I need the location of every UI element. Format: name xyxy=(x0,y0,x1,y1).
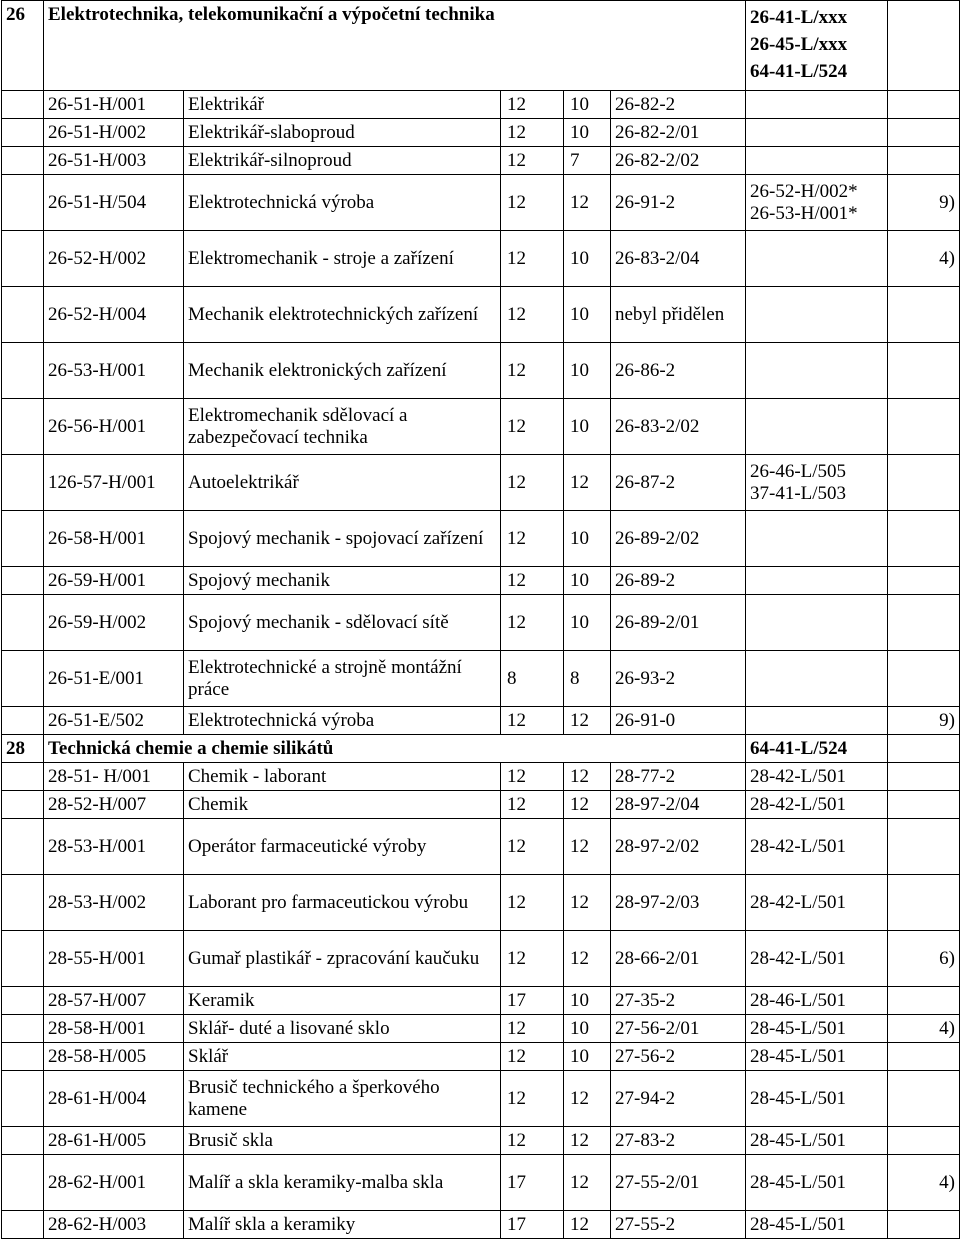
occupation-name: Malíř a skla keramiky-malba skla xyxy=(184,1155,501,1211)
related-codes xyxy=(746,1071,888,1127)
related-code: 28-42-L/501 xyxy=(750,765,847,787)
value-a: 12 xyxy=(501,175,564,231)
row-blank-cell xyxy=(2,931,44,987)
related-codes xyxy=(746,231,888,287)
old-code: 26-86-2 xyxy=(611,343,746,399)
table-row xyxy=(2,1071,960,1127)
table-row xyxy=(2,819,960,875)
related-codes xyxy=(746,1155,888,1211)
old-code: 28-97-2/04 xyxy=(611,791,746,819)
related-codes xyxy=(746,1127,888,1155)
value-a: 12 xyxy=(501,931,564,987)
occupation-code: 28-51- H/001 xyxy=(44,763,184,791)
related-codes xyxy=(746,763,888,791)
section-header-row xyxy=(2,735,960,763)
table-row xyxy=(2,455,960,511)
table-row xyxy=(2,1015,960,1043)
table-row xyxy=(2,231,960,287)
footnote-ref xyxy=(888,343,960,399)
old-code: 26-83-2/02 xyxy=(611,399,746,455)
occupation-code: 26-51-H/003 xyxy=(44,147,184,175)
row-blank-cell xyxy=(2,231,44,287)
related-codes xyxy=(746,707,888,735)
old-code: 26-89-2/01 xyxy=(611,595,746,651)
value-a: 17 xyxy=(501,987,564,1015)
footnote-ref xyxy=(888,987,960,1015)
related-codes xyxy=(746,819,888,875)
footnote-ref xyxy=(888,455,960,511)
footnote-ref xyxy=(888,399,960,455)
occupation-name: Mechanik elektrotechnických zařízení xyxy=(184,287,501,343)
related-code: 26-41-L/xxx xyxy=(750,7,848,28)
occupation-code: 26-52-H/002 xyxy=(44,231,184,287)
value-a: 17 xyxy=(501,1155,564,1211)
value-b: 10 xyxy=(564,91,611,119)
occupation-name: Gumař plastikář - zpracování kaučuku xyxy=(184,931,501,987)
occupation-name: Keramik xyxy=(184,987,501,1015)
related-codes xyxy=(746,399,888,455)
old-code: 28-97-2/03 xyxy=(611,875,746,931)
value-b: 12 xyxy=(564,175,611,231)
related-code: 26-46-L/505 xyxy=(750,460,847,482)
value-a: 12 xyxy=(501,1015,564,1043)
occupation-name: Elektrikář-slaboproud xyxy=(184,119,501,147)
occupation-code: 26-58-H/001 xyxy=(44,511,184,567)
value-b: 12 xyxy=(564,791,611,819)
value-a: 12 xyxy=(501,791,564,819)
occupation-name: Elektrikář xyxy=(184,91,501,119)
section-related-codes xyxy=(746,735,888,763)
occupation-code: 28-57-H/007 xyxy=(44,987,184,1015)
value-b: 12 xyxy=(564,455,611,511)
occupation-name: Spojový mechanik - spojovací zařízení xyxy=(184,511,501,567)
related-codes xyxy=(746,567,888,595)
occupation-code: 28-53-H/002 xyxy=(44,875,184,931)
occupation-name: Elektrotechnické a strojně montážní práce xyxy=(184,651,501,707)
related-code: 28-42-L/501 xyxy=(750,793,847,815)
section-number: 28 xyxy=(2,735,44,763)
related-codes xyxy=(746,91,888,119)
old-code: 27-56-2 xyxy=(611,1043,746,1071)
occupation-code: 26-53-H/001 xyxy=(44,343,184,399)
old-code: 26-91-2 xyxy=(611,175,746,231)
related-codes xyxy=(746,175,888,231)
occupation-name: Elektrotechnická výroba xyxy=(184,707,501,735)
occupation-name: Sklář- duté a lisované sklo xyxy=(184,1015,501,1043)
value-a: 12 xyxy=(501,1071,564,1127)
related-codes xyxy=(746,343,888,399)
occupation-name: Elektromechanik - stroje a zařízení xyxy=(184,231,501,287)
related-code: 37-41-L/503 xyxy=(750,482,847,504)
occupation-code: 28-55-H/001 xyxy=(44,931,184,987)
value-b: 12 xyxy=(564,1127,611,1155)
value-b: 10 xyxy=(564,119,611,147)
value-b: 10 xyxy=(564,595,611,651)
value-b: 10 xyxy=(564,287,611,343)
value-b: 12 xyxy=(564,1211,611,1239)
row-blank-cell xyxy=(2,91,44,119)
related-codes xyxy=(746,455,888,511)
table-row xyxy=(2,1043,960,1071)
footnote-ref: 9) xyxy=(888,175,960,231)
related-codes xyxy=(746,1015,888,1043)
related-code: 28-42-L/501 xyxy=(750,891,847,913)
related-codes xyxy=(746,1211,888,1239)
value-a: 12 xyxy=(501,343,564,399)
table-row xyxy=(2,707,960,735)
row-blank-cell xyxy=(2,119,44,147)
value-b: 12 xyxy=(564,819,611,875)
table-row xyxy=(2,763,960,791)
value-a: 12 xyxy=(501,287,564,343)
old-code: 27-55-2 xyxy=(611,1211,746,1239)
occupation-name: Elektromechanik sdělovací a zabezpečovací technika xyxy=(184,399,501,455)
footnote-ref xyxy=(888,511,960,567)
occupation-code: 28-53-H/001 xyxy=(44,819,184,875)
table-row xyxy=(2,287,960,343)
occupation-name: Laborant pro farmaceutickou výrobu xyxy=(184,875,501,931)
row-blank-cell xyxy=(2,763,44,791)
old-code: 27-55-2/01 xyxy=(611,1155,746,1211)
old-code: 28-97-2/02 xyxy=(611,819,746,875)
occupation-code: 28-58-H/001 xyxy=(44,1015,184,1043)
value-a: 12 xyxy=(501,455,564,511)
occupation-code: 26-51-E/502 xyxy=(44,707,184,735)
occupation-code: 28-58-H/005 xyxy=(44,1043,184,1071)
related-codes xyxy=(746,875,888,931)
table-row xyxy=(2,1155,960,1211)
row-blank-cell xyxy=(2,595,44,651)
value-b: 12 xyxy=(564,1071,611,1127)
related-codes xyxy=(746,931,888,987)
occupation-code: 28-61-H/004 xyxy=(44,1071,184,1127)
old-code: 26-82-2/02 xyxy=(611,147,746,175)
occupation-name: Chemik xyxy=(184,791,501,819)
related-codes xyxy=(746,651,888,707)
section-note xyxy=(888,735,960,763)
related-codes xyxy=(746,511,888,567)
occupation-name: Spojový mechanik - sdělovací sítě xyxy=(184,595,501,651)
related-code: 26-45-L/xxx xyxy=(750,34,848,55)
occupation-code: 26-56-H/001 xyxy=(44,399,184,455)
occupation-code: 126-57-H/001 xyxy=(44,455,184,511)
related-code: 28-45-L/501 xyxy=(750,1087,847,1109)
footnote-ref: 6) xyxy=(888,931,960,987)
occupation-name: Spojový mechanik xyxy=(184,567,501,595)
table-row xyxy=(2,147,960,175)
row-blank-cell xyxy=(2,287,44,343)
value-a: 8 xyxy=(501,651,564,707)
value-b: 8 xyxy=(564,651,611,707)
footnote-ref xyxy=(888,147,960,175)
footnote-ref xyxy=(888,819,960,875)
occupation-code: 28-62-H/001 xyxy=(44,1155,184,1211)
section-note xyxy=(888,1,960,91)
related-codes xyxy=(746,287,888,343)
old-code: 26-91-0 xyxy=(611,707,746,735)
row-blank-cell xyxy=(2,147,44,175)
occupation-name: Operátor farmaceutické výroby xyxy=(184,819,501,875)
table-row xyxy=(2,1211,960,1239)
table-row xyxy=(2,119,960,147)
table-row xyxy=(2,875,960,931)
value-b: 12 xyxy=(564,1155,611,1211)
related-codes xyxy=(746,119,888,147)
value-a: 12 xyxy=(501,147,564,175)
related-code: 28-46-L/501 xyxy=(750,989,847,1011)
occupation-name: Malíř skla a keramiky xyxy=(184,1211,501,1239)
occupation-name: Sklář xyxy=(184,1043,501,1071)
row-blank-cell xyxy=(2,707,44,735)
related-codes xyxy=(746,147,888,175)
table-row xyxy=(2,511,960,567)
section-related-codes xyxy=(746,1,888,91)
table-row xyxy=(2,91,960,119)
value-a: 12 xyxy=(501,1043,564,1071)
old-code: 27-94-2 xyxy=(611,1071,746,1127)
footnote-ref xyxy=(888,875,960,931)
row-blank-cell xyxy=(2,987,44,1015)
value-b: 12 xyxy=(564,707,611,735)
occupation-code: 26-51-H/001 xyxy=(44,91,184,119)
table-row xyxy=(2,567,960,595)
footnote-ref xyxy=(888,91,960,119)
related-code: 28-45-L/501 xyxy=(750,1171,847,1193)
value-a: 12 xyxy=(501,763,564,791)
row-blank-cell xyxy=(2,1043,44,1071)
value-a: 12 xyxy=(501,399,564,455)
related-code: 26-52-H/002* xyxy=(750,180,858,202)
occupation-name: Autoelektrikář xyxy=(184,455,501,511)
related-code: 28-45-L/501 xyxy=(750,1213,847,1235)
footnote-ref xyxy=(888,1043,960,1071)
row-blank-cell xyxy=(2,1071,44,1127)
old-code: 28-66-2/01 xyxy=(611,931,746,987)
table-row xyxy=(2,1127,960,1155)
table-body xyxy=(2,1,960,1239)
footnote-ref xyxy=(888,1211,960,1239)
occupation-code: 26-51-H/002 xyxy=(44,119,184,147)
table-row xyxy=(2,343,960,399)
footnote-ref: 4) xyxy=(888,231,960,287)
old-code: 27-35-2 xyxy=(611,987,746,1015)
table-row xyxy=(2,931,960,987)
old-code: 28-77-2 xyxy=(611,763,746,791)
section-title: Elektrotechnika, telekomunikační a výpočetní technika xyxy=(44,1,746,91)
related-code: 28-45-L/501 xyxy=(750,1045,847,1067)
old-code: 26-93-2 xyxy=(611,651,746,707)
row-blank-cell xyxy=(2,511,44,567)
related-code: 26-53-H/001* xyxy=(750,202,858,224)
row-blank-cell xyxy=(2,1155,44,1211)
occupation-name: Chemik - laborant xyxy=(184,763,501,791)
old-code: 27-83-2 xyxy=(611,1127,746,1155)
occupation-code: 26-51-E/001 xyxy=(44,651,184,707)
value-b: 10 xyxy=(564,343,611,399)
occupation-name: Mechanik elektronických zařízení xyxy=(184,343,501,399)
value-a: 12 xyxy=(501,567,564,595)
value-a: 12 xyxy=(501,595,564,651)
occupation-code: 26-52-H/004 xyxy=(44,287,184,343)
table-row xyxy=(2,175,960,231)
section-number: 26 xyxy=(2,1,44,91)
value-b: 10 xyxy=(564,1043,611,1071)
value-b: 10 xyxy=(564,231,611,287)
value-a: 12 xyxy=(501,875,564,931)
footnote-ref xyxy=(888,791,960,819)
related-code: 28-45-L/501 xyxy=(750,1017,847,1039)
old-code: 26-89-2/02 xyxy=(611,511,746,567)
value-b: 10 xyxy=(564,567,611,595)
table-row xyxy=(2,651,960,707)
footnote-ref xyxy=(888,763,960,791)
occupation-name: Brusič technického a šperkového kamene xyxy=(184,1071,501,1127)
row-blank-cell xyxy=(2,819,44,875)
footnote-ref xyxy=(888,119,960,147)
value-a: 12 xyxy=(501,819,564,875)
value-b: 10 xyxy=(564,399,611,455)
value-b: 12 xyxy=(564,931,611,987)
occupation-code: 26-59-H/002 xyxy=(44,595,184,651)
occupation-code: 26-59-H/001 xyxy=(44,567,184,595)
value-a: 12 xyxy=(501,231,564,287)
old-code: nebyl přidělen xyxy=(611,287,746,343)
value-b: 10 xyxy=(564,511,611,567)
value-a: 12 xyxy=(501,511,564,567)
section-title: Technická chemie a chemie silikátů xyxy=(44,735,746,763)
value-a: 12 xyxy=(501,91,564,119)
related-code: 64-41-L/524 xyxy=(750,738,848,759)
value-b: 12 xyxy=(564,875,611,931)
related-codes xyxy=(746,1043,888,1071)
row-blank-cell xyxy=(2,567,44,595)
footnote-ref xyxy=(888,1127,960,1155)
table-row xyxy=(2,595,960,651)
occupations-table xyxy=(1,0,960,1239)
value-a: 12 xyxy=(501,1127,564,1155)
value-b: 7 xyxy=(564,147,611,175)
row-blank-cell xyxy=(2,399,44,455)
occupation-code: 28-61-H/005 xyxy=(44,1127,184,1155)
row-blank-cell xyxy=(2,175,44,231)
related-code: 28-42-L/501 xyxy=(750,947,847,969)
old-code: 26-83-2/04 xyxy=(611,231,746,287)
footnote-ref xyxy=(888,1071,960,1127)
row-blank-cell xyxy=(2,651,44,707)
related-codes xyxy=(746,987,888,1015)
occupation-name: Elektrikář-silnoproud xyxy=(184,147,501,175)
row-blank-cell xyxy=(2,343,44,399)
value-b: 10 xyxy=(564,987,611,1015)
related-code: 64-41-L/524 xyxy=(750,61,848,82)
footnote-ref xyxy=(888,567,960,595)
occupation-code: 28-62-H/003 xyxy=(44,1211,184,1239)
footnote-ref xyxy=(888,651,960,707)
occupation-name: Brusič skla xyxy=(184,1127,501,1155)
footnote-ref: 9) xyxy=(888,707,960,735)
table-row xyxy=(2,987,960,1015)
related-code: 28-45-L/501 xyxy=(750,1129,847,1151)
footnote-ref: 4) xyxy=(888,1155,960,1211)
value-a: 12 xyxy=(501,707,564,735)
table-row xyxy=(2,791,960,819)
table-row xyxy=(2,399,960,455)
old-code: 27-56-2/01 xyxy=(611,1015,746,1043)
value-a: 17 xyxy=(501,1211,564,1239)
related-code: 28-42-L/501 xyxy=(750,835,847,857)
related-codes xyxy=(746,595,888,651)
footnote-ref xyxy=(888,595,960,651)
row-blank-cell xyxy=(2,875,44,931)
footnote-ref xyxy=(888,287,960,343)
old-code: 26-82-2 xyxy=(611,91,746,119)
row-blank-cell xyxy=(2,791,44,819)
row-blank-cell xyxy=(2,1211,44,1239)
old-code: 26-87-2 xyxy=(611,455,746,511)
occupation-name: Elektrotechnická výroba xyxy=(184,175,501,231)
related-codes xyxy=(746,791,888,819)
value-b: 12 xyxy=(564,763,611,791)
value-a: 12 xyxy=(501,119,564,147)
row-blank-cell xyxy=(2,1015,44,1043)
row-blank-cell xyxy=(2,1127,44,1155)
section-header-row xyxy=(2,1,960,91)
row-blank-cell xyxy=(2,455,44,511)
occupation-code: 26-51-H/504 xyxy=(44,175,184,231)
occupation-code: 28-52-H/007 xyxy=(44,791,184,819)
old-code: 26-89-2 xyxy=(611,567,746,595)
footnote-ref: 4) xyxy=(888,1015,960,1043)
value-b: 10 xyxy=(564,1015,611,1043)
old-code: 26-82-2/01 xyxy=(611,119,746,147)
